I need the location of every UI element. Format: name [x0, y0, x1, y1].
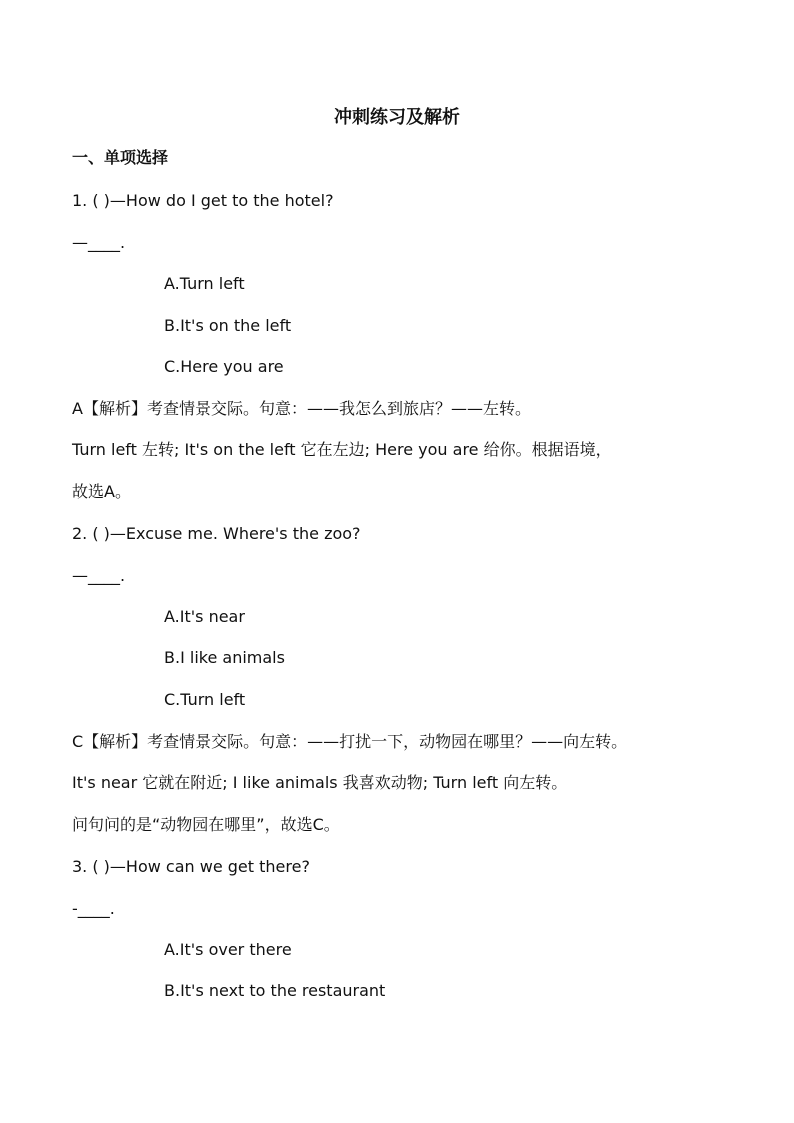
question-2-option-a: A.It's near — [164, 607, 245, 626]
question-1-option-b: B.It's on the left — [164, 316, 292, 335]
question-1-analysis-line-2: Turn left 左转; It's on the left 它在左边; Here you are 给你。根据语境， — [72, 440, 612, 459]
question-2-option-c: C.Turn left — [164, 690, 246, 709]
question-2-blank: —____. — [72, 566, 126, 585]
question-3-stem: 3. ( )—How can we get there? — [72, 857, 310, 876]
section-heading: 一、单项选择 — [72, 148, 169, 167]
question-3-option-b: B.It's next to the restaurant — [164, 981, 386, 1000]
question-2-analysis-line-1: C【解析】考查情景交际。句意：——打扰一下，动物园在哪里？——向左转。 — [72, 732, 628, 751]
question-1-option-c: C.Here you are — [164, 357, 284, 376]
question-1-analysis-line-3: 故选A。 — [72, 482, 131, 501]
question-2-analysis-line-2: It's near 它就在附近; I like animals 我喜欢动物; Turn left 向左转。 — [72, 773, 568, 792]
question-1-option-a: A.Turn left — [164, 274, 245, 293]
question-2-analysis-line-3: 问句问的是“动物园在哪里”，故选C。 — [72, 815, 340, 834]
question-1-blank: —____. — [72, 233, 126, 252]
question-2-option-b: B.I like animals — [164, 648, 285, 667]
question-3-option-a: A.It's over there — [164, 940, 292, 959]
question-1-stem: 1. ( )—How do I get to the hotel? — [72, 191, 334, 210]
page-title: 冲刺练习及解析 — [334, 107, 460, 128]
question-2-stem: 2. ( )—Excuse me. Where's the zoo? — [72, 524, 361, 543]
question-1-analysis-line-1: A【解析】考查情景交际。句意：——我怎么到旅店？——左转。 — [72, 399, 531, 418]
question-3-blank: -____. — [72, 899, 115, 918]
